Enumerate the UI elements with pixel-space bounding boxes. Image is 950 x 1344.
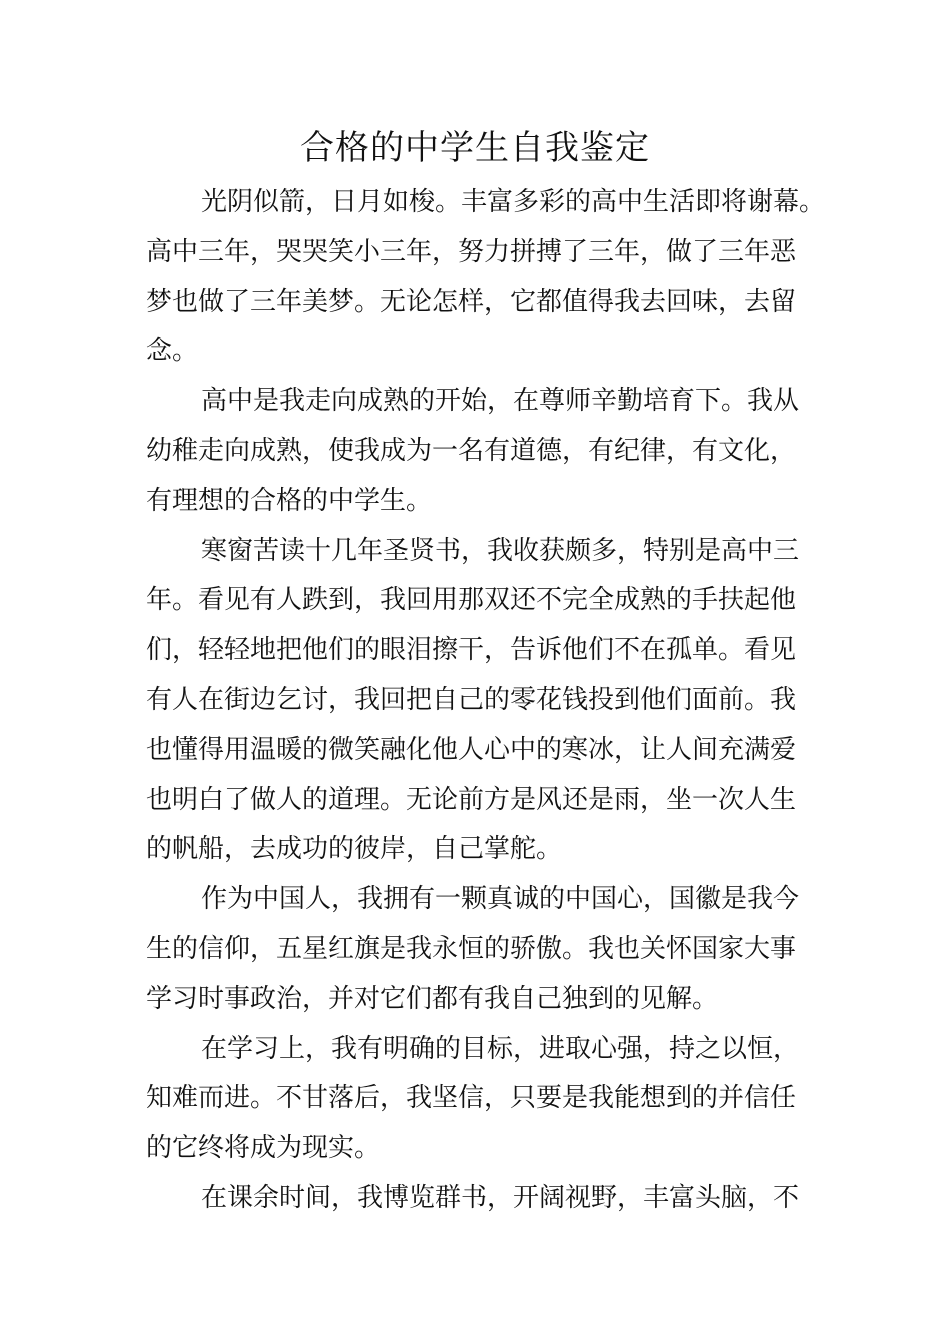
paragraph-line: 寒窗苦读十几年圣贤书，我收获颇多，特别是高中三 [201, 535, 800, 566]
paragraph-line: 也懂得用温暖的微笑融化他人心中的寒冰，让人间充满爱 [146, 734, 797, 765]
paragraph-line: 们，轻轻地把他们的眼泪擦干，告诉他们不在孤单。看见 [146, 635, 797, 666]
paragraph-line: 知难而进。不甘落后，我坚信，只要是我能想到的并信任 [146, 1083, 797, 1114]
document-body [146, 178, 836, 1224]
paragraph-line: 年。看见有人跌到，我回用那双还不完全成熟的手扶起他 [146, 585, 797, 616]
paragraph-6 [146, 1174, 836, 1224]
paragraph-line: 在学习上，我有明确的目标，进取心强，持之以恒， [201, 1033, 800, 1064]
paragraph-line: 学习时事政治，并对它们都有我自己独到的见解。 [146, 983, 719, 1014]
paragraph-line: 幼稚走向成熟，使我成为一名有道德，有纪律，有文化， [146, 435, 797, 466]
paragraph-line: 生的信仰，五星红旗是我永恒的骄傲。我也关怀国家大事 [146, 933, 797, 964]
paragraph-line: 念。 [146, 336, 199, 367]
paragraph-3 [146, 527, 836, 876]
paragraph-line: 光阴似箭，日月如梭。丰富多彩的高中生活即将谢幕。 [201, 187, 826, 217]
paragraph-line: 的帆船，去成功的彼岸，自己掌舵。 [146, 834, 563, 865]
paragraph-line: 梦也做了三年美梦。无论怎样，它都值得我去回味，去留 [146, 286, 797, 317]
paragraph-line: 高中是我走向成熟的开始，在尊师辛勤培育下。我从 [201, 386, 800, 417]
paragraph-1 [146, 178, 836, 377]
paragraph-5 [146, 1025, 836, 1174]
paragraph-line: 有理想的合格的中学生。 [146, 485, 433, 516]
document-title: 合格的中学生自我鉴定 [300, 128, 650, 168]
paragraph-line: 有人在街边乞讨，我回把自己的零花钱投到他们面前。我 [146, 684, 797, 715]
paragraph-line: 在课余时间，我博览群书，开阔视野，丰富头脑，不 [201, 1182, 800, 1213]
paragraph-4 [146, 875, 836, 1024]
paragraph-line: 高中三年，哭哭笑小三年，努力拼搏了三年，做了三年恶 [146, 236, 797, 267]
paragraph-line: 也明白了做人的道理。无论前方是风还是雨，坐一次人生 [146, 784, 797, 815]
paragraph-line: 的它终将成为现实。 [146, 1133, 381, 1164]
paragraph-line: 作为中国人，我拥有一颗真诚的中国心，国徽是我今 [201, 884, 800, 915]
paragraph-2 [146, 377, 836, 526]
